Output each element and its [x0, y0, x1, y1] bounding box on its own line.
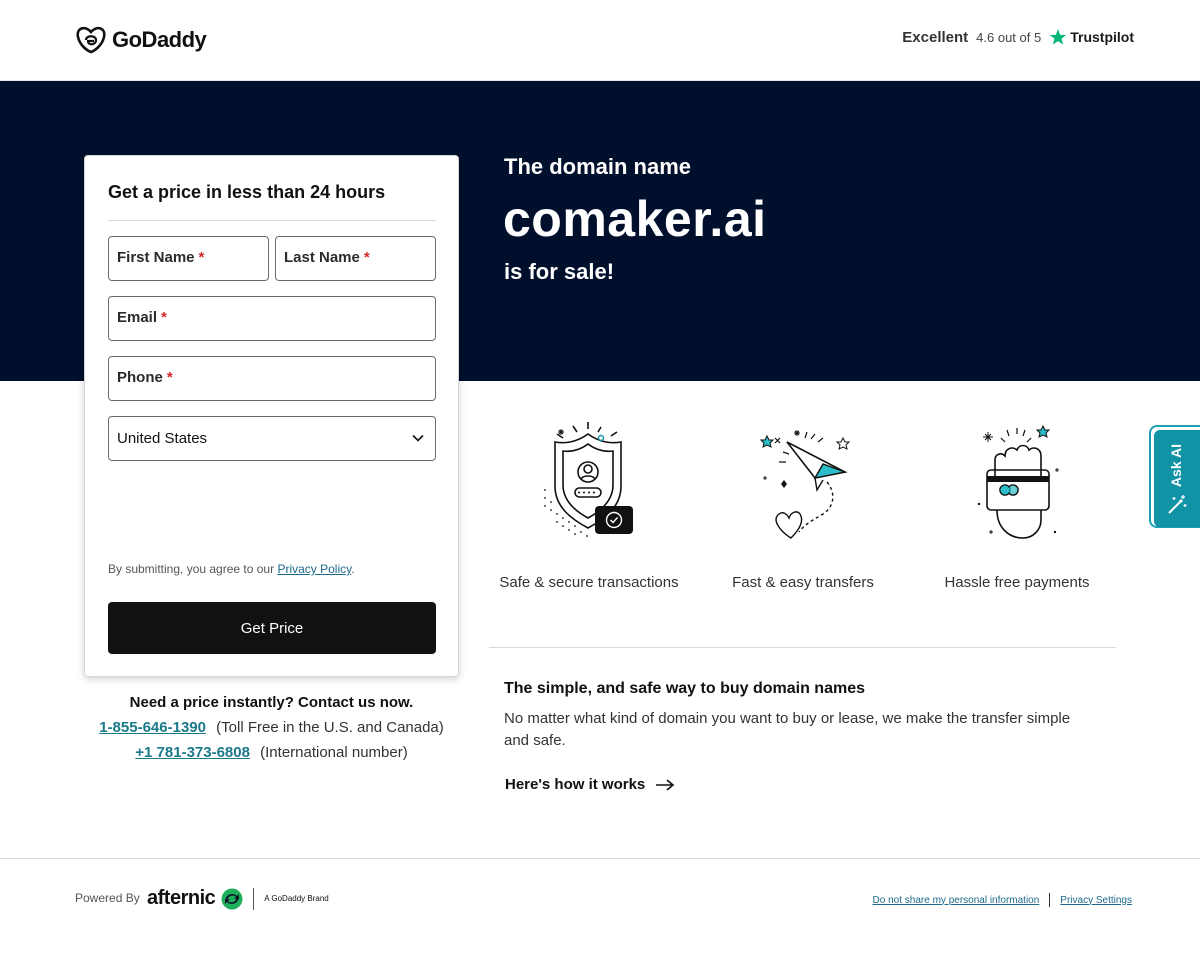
phone-us-link[interactable]: 1-855-646-1390 [99, 719, 206, 736]
trustpilot-rating[interactable] [902, 28, 1134, 46]
feature-payments [917, 420, 1117, 591]
how-it-works-label: Here's how it works [505, 776, 646, 793]
form-divider [108, 220, 436, 221]
afternic-wordmark: afternic [147, 887, 216, 909]
country-select[interactable] [108, 416, 436, 461]
paper-plane-icon [753, 420, 853, 544]
powered-by-label: Powered By [75, 891, 140, 905]
trustpilot-star-icon [1049, 28, 1067, 46]
afternic-mark-icon [221, 888, 243, 910]
feature-caption-secure: Safe & secure transactions [499, 574, 679, 591]
trust-label: Excellent [902, 28, 969, 46]
contact-intl-line [84, 744, 459, 761]
afternic-separator [253, 888, 254, 910]
how-it-works-link[interactable] [505, 776, 675, 793]
agree-text: By submitting, you agree to our Privacy Policy. [108, 562, 355, 576]
info-text: No matter what kind of domain you want to buy or lease, we make the transfer simple and safe. [504, 710, 1071, 749]
footer-links [873, 893, 1132, 907]
ask-ai-button[interactable] [1149, 425, 1200, 528]
footer-link-separator [1049, 893, 1050, 907]
credit-card-icon [967, 420, 1067, 544]
feature-caption-transfers: Fast & easy transfers [732, 574, 874, 591]
ask-ai-panel [1154, 430, 1200, 527]
feature-secure [489, 420, 689, 591]
magic-wand-icon [1166, 494, 1188, 516]
first-name-label: First Name * [117, 249, 205, 266]
ask-ai-label: Ask AI [1168, 444, 1184, 488]
phone-intl-link[interactable]: +1 781-373-6808 [135, 744, 250, 761]
privacy-policy-link[interactable]: Privacy Policy [277, 562, 352, 576]
phone-field[interactable] [108, 356, 436, 401]
afternic-logo[interactable] [147, 887, 329, 910]
contact-us-line [84, 719, 459, 736]
chevron-down-icon [411, 431, 425, 445]
phone-us-note: (Toll Free in the U.S. and Canada) [216, 719, 444, 736]
email-field[interactable] [108, 296, 436, 341]
domain-name: comaker.ai [503, 191, 767, 247]
section-divider [489, 647, 1116, 648]
arrow-right-icon [655, 779, 675, 791]
feature-transfers [703, 420, 903, 591]
shield-icon [539, 420, 639, 544]
godaddy-brand-label: A GoDaddy Brand [264, 894, 329, 903]
footer [0, 858, 1200, 960]
form-title: Get a price in less than 24 hours [108, 182, 386, 202]
trustpilot-text: Trustpilot [1070, 29, 1134, 45]
privacy-settings-link[interactable]: Privacy Settings [1060, 894, 1132, 906]
get-price-button[interactable]: Get Price [108, 602, 436, 654]
last-name-label: Last Name * [284, 249, 370, 266]
top-bar [0, 0, 1200, 81]
hero-post-title: is for sale! [504, 259, 615, 284]
email-label: Email * [117, 309, 167, 326]
contact-question: Need a price instantly? Contact us now. [129, 694, 414, 711]
phone-label: Phone * [117, 369, 173, 386]
godaddy-logo[interactable] [76, 26, 206, 54]
country-value: United States [117, 430, 208, 447]
price-form-card [84, 155, 459, 677]
first-name-field[interactable] [108, 236, 269, 281]
trustpilot-logo [1049, 28, 1134, 46]
hero-pre-title: The domain name [504, 154, 692, 179]
godaddy-logo-icon [76, 26, 106, 54]
feature-caption-payments: Hassle free payments [944, 574, 1090, 591]
contact-section [84, 694, 459, 769]
info-title: The simple, and safe way to buy domain names [504, 680, 865, 697]
last-name-field[interactable] [275, 236, 436, 281]
do-not-share-link[interactable]: Do not share my personal information [872, 894, 1040, 906]
phone-intl-note: (International number) [260, 744, 408, 761]
logo-text: GoDaddy [112, 27, 207, 52]
trust-rating: 4.6 out of 5 [976, 29, 1042, 45]
